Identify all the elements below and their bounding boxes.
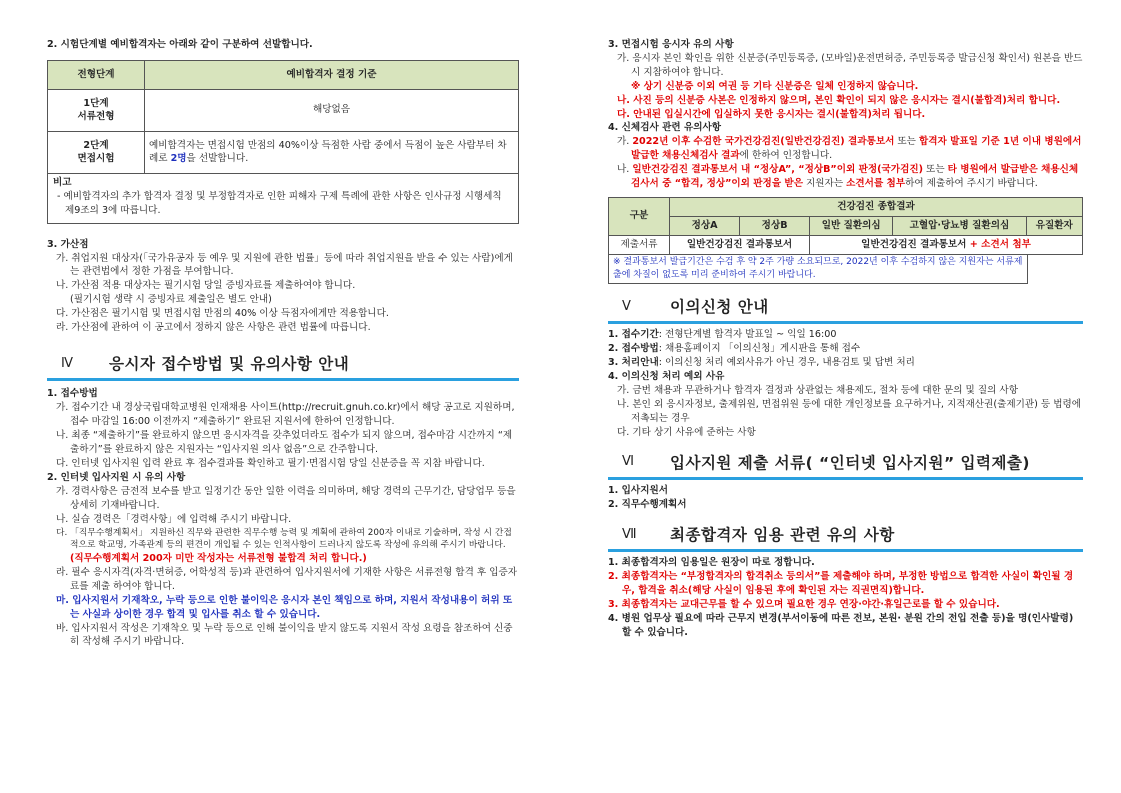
online-item-d: 라. 필수 응시자격(자격·면허증, 어학성적 등)과 관련하여 입사지원서에 기재한 사항은 서류전형 합격 후 입증자료를 제출 하여야 합니다.	[56, 566, 518, 592]
health-th-a: 정상A	[670, 216, 740, 235]
bonus-item-c: 다. 가산점은 필기시험 및 면접시험 만점의 40% 이상 득점자에게만 적용합니다.	[56, 308, 389, 320]
interview-item-b: 나. 사진 등의 신분증 사본은 인정하지 않으며, 본인 확인이 되지 않은 응시자는 결시(불합격)처리 합니다.	[617, 94, 1061, 106]
doc-item-1: 1. 입사지원서	[608, 484, 668, 496]
bonus-item-d: 라. 가산점에 관하여 이 공고에서 정하지 않은 사항은 관련 법률에 따릅니다.	[56, 322, 371, 334]
health-th-b: 정상B	[740, 216, 810, 235]
right-column	[608, 38, 1083, 640]
selection-heading: 2. 시험단계별 예비합격자는 아래와 같이 구분하여 선발합니다.	[47, 39, 313, 50]
health-th-group: 건강검진 종합결과	[670, 197, 1083, 216]
bonus-item-b-note: (필기시험 생략 시 증빙자료 제출일은 별도 안내)	[70, 294, 272, 306]
health-item-b: 나. 일반건강검진 결과통보서 내 “정상A”, “정상B”이외 판정(국가검진) 또는 타 병원에서 발급받은 채용신체검사서 중 “합격, 정상”이외 판정을 받은 지원자는 소견서를 첨부하여 제출하여 주시기 바랍니다.	[617, 164, 1079, 190]
health-td-docs: 제출서류	[609, 235, 670, 254]
interview-item-c: 다. 안내된 입실시간에 입실하지 못한 응시자는 결시(불합격)처리 됩니다.	[617, 108, 926, 120]
exception-item-a: 가. 금번 채용과 무관하거나 합격자 결정과 상관없는 채용제도, 절차 등에 대한 문의 및 질의 사항	[617, 384, 1018, 396]
section-4-heading: Ⅳ 응시자 접수방법 및 유의사항 안내	[47, 353, 519, 381]
health-note: ※ 결과통보서 발급기간은 수검 후 약 2주 가량 소요되므로, 2022년 이후 수검하지 않은 지원자는 서류제출에 차질이 없도록 미리 준비하여 주시기 바랍니다.	[608, 255, 1028, 284]
interview-id-warning: ※ 상기 신분증 이외 여권 등 기타 신분증은 일체 인정하지 않습니다.	[631, 80, 919, 92]
health-item-a: 가. 2022년 이후 수검한 국가건강검진(일반건강검진) 결과통보서 또는 합격자 발표일 기준 1년 이내 병원에서 발급한 채용신체검사 결과에 한하여 인정합니다.	[617, 136, 1082, 162]
interview-heading: 3. 면접시험 응시자 유의 사항	[608, 39, 734, 50]
online-item-c-warning: (직무수행계획서 200자 미만 작성자는 서류전형 불합격 처리 합니다.)	[70, 553, 367, 564]
interview-item-a: 가. 응시자 본인 확인을 위한 신분증(주민등록증, (모바일)운전면허증, 주민등록증 발급신청 확인서) 원본을 반드시 지참하여야 합니다.	[617, 52, 1083, 78]
selection-table	[47, 60, 519, 174]
bonus-item-a: 가. 취업지원 대상자(「국가유공자 등 예우 및 지원에 관한 법률」등에 따라 취업지원을 받을 수 있는 사람)에게는 관련법에서 정한 가점을 부여합니다.	[56, 252, 513, 278]
bonus-heading: 3. 가산점	[47, 238, 89, 250]
online-item-a: 가. 경력사항은 금전적 보수를 받고 일정기간 동안 일한 이력을 의미하며, 해당 경력의 근무기간, 담당업무 등을 상세히 기재바랍니다.	[56, 485, 516, 511]
online-notice-heading: 2. 인터넷 입사지원 시 유의 사항	[47, 471, 186, 483]
section-5-heading: Ⅴ 이의신청 안내	[608, 296, 1083, 324]
doc-item-2: 2. 직무수행계획서	[608, 498, 687, 510]
stage-2-criteria: 예비합격자는 면접시험 만점의 40%이상 득점한 사람 중에서 득점이 높은 사람부터 차례로 2명을 선발합니다.	[145, 131, 519, 173]
method-item-b: 나. 최종 “제출하기”를 완료하지 않으면 응시자격을 갖추었더라도 접수가 되지 않으며, 접수마감 시간까지 “제출하기”를 완료하지 않은 지원자는 “입사지원 의사 없음”으로 간주합니다.	[56, 430, 513, 456]
online-item-b: 나. 실습 경력은「경력사항」에 입력해 주시기 바랍니다.	[56, 513, 292, 525]
final-item-3: 3. 최종합격자는 교대근무를 할 수 있으며 필요한 경우 연장·야간·휴일근로를 할 수 있습니다.	[608, 598, 1000, 610]
health-th-general: 일반 질환의심	[810, 216, 893, 235]
stage-1: 1단계 서류전형	[48, 89, 145, 131]
online-item-c: 다. 「직무수행계획서」 지원하신 직무와 관련한 직무수행 능력 및 계획에 관하여 200자 이내로 기술하며, 작성 시 간접적으로 학교명, 가족관계 등의 편견이 개입될 수 있는 인적사항이 드러나지 않도록 작성에 유의해 주시기 바랍니다.	[56, 527, 512, 551]
exception-item-c: 다. 기타 상기 사유에 준하는 사항	[617, 426, 756, 438]
objection-exceptions-heading: 4. 이의신청 처리 예외 사유	[608, 370, 725, 382]
final-item-2: 2. 최종합격자는 “부정합격자의 합격취소 등의서”를 제출해야 하며, 부정한 방법으로 합격한 사실이 확인될 경우, 합격을 취소(해당 사실이 임용된 후에 확인된 자는 직권면직)합니다.	[608, 571, 1074, 597]
method-item-a: 가. 접수기간 내 경상국립대학교병원 인재채용 사이트(http://recruit.gnuh.co.kr)에서 해당 공고로 지원하며, 접수 마감일 16:00 이전까지 “제출하기” 완료된 지원서에 한하여 인정합니다.	[56, 402, 515, 428]
bonus-item-b: 나. 가산점 적용 대상자는 필기시험 당일 증빙자료를 제출하여야 합니다.	[56, 280, 356, 292]
method-heading: 1. 접수방법	[47, 388, 98, 400]
final-item-1: 1. 최종합격자의 임용일은 원장이 따로 정합니다.	[608, 557, 815, 569]
health-th-div: 구분	[609, 197, 670, 235]
health-th-chronic: 고혈압·당뇨병 질환의심	[893, 216, 1026, 235]
objection-process: 3. 처리안내: 이의신청 처리 예외사유가 아닌 경우, 내용검토 및 답변 처리	[608, 357, 915, 369]
stage-2: 2단계 면접시험	[48, 131, 145, 173]
table-header-criteria: 예비합격자 결정 기준	[145, 60, 519, 89]
exception-item-b: 나. 본인 외 응시자정보, 출제위원, 면접위원 등에 대한 개인정보를 요구하거나, 지적재산권(출제기관) 등 법령에 저촉되는 경우	[617, 398, 1082, 424]
health-td-other: 일반건강검진 결과통보서 + 소견서 첨부	[810, 235, 1083, 254]
left-column	[47, 38, 519, 649]
online-item-e: 마. 입사지원서 기재착오, 누락 등으로 인한 불이익은 응시자 본인 책임으로 하며, 지원서 작성내용이 허위 또는 사실과 상이한 경우 합격 및 입사를 취소 할 수 있습니다.	[56, 594, 513, 620]
remark-box: 비고 - 예비합격자의 추가 합격자 결정 및 부정합격자로 인한 피해자 구제 특례에 관한 사항은 인사규정 시행세칙 제9조의 3에 따릅니다.	[47, 174, 519, 224]
final-item-4: 4. 병원 업무상 필요에 따라 근무지 변경(부서이동에 따른 전보, 본원· 분원 간의 전입 전출 등)을 명(인사발령) 할 수 있습니다.	[608, 612, 1074, 638]
section-6-heading: Ⅵ 입사지원 제출 서류( “인터넷 입사지원” 입력제출)	[608, 452, 1083, 480]
health-heading: 4. 신체검사 관련 유의사항	[608, 122, 722, 134]
online-item-f: 바. 입사지원서 작성은 기재착오 및 누락 등으로 인해 불이익을 받지 않도록 지원서 작성 요령을 참조하여 신중히 작성해 주시기 바랍니다.	[56, 622, 513, 648]
health-td-normal: 일반건강검진 결과통보서	[670, 235, 810, 254]
objection-method: 2. 접수방법: 채용홈페이지 「이의신청」게시판을 통해 접수	[608, 343, 861, 355]
method-item-c: 다. 인터넷 입사지원 입력 완료 후 접수결과를 확인하고 필기·면접시험 당일 신분증을 꼭 지참 바랍니다.	[56, 457, 485, 469]
table-header-stage: 전형단계	[48, 60, 145, 89]
objection-period: 1. 접수기간: 전형단계별 합격자 발표일 ~ 익일 16:00	[608, 329, 837, 341]
health-th-disease: 유질환자	[1026, 216, 1083, 235]
stage-1-criteria: 해당없음	[145, 89, 519, 131]
section-7-heading: Ⅶ 최종합격자 임용 관련 유의 사항	[608, 524, 1083, 552]
health-table	[608, 197, 1083, 255]
